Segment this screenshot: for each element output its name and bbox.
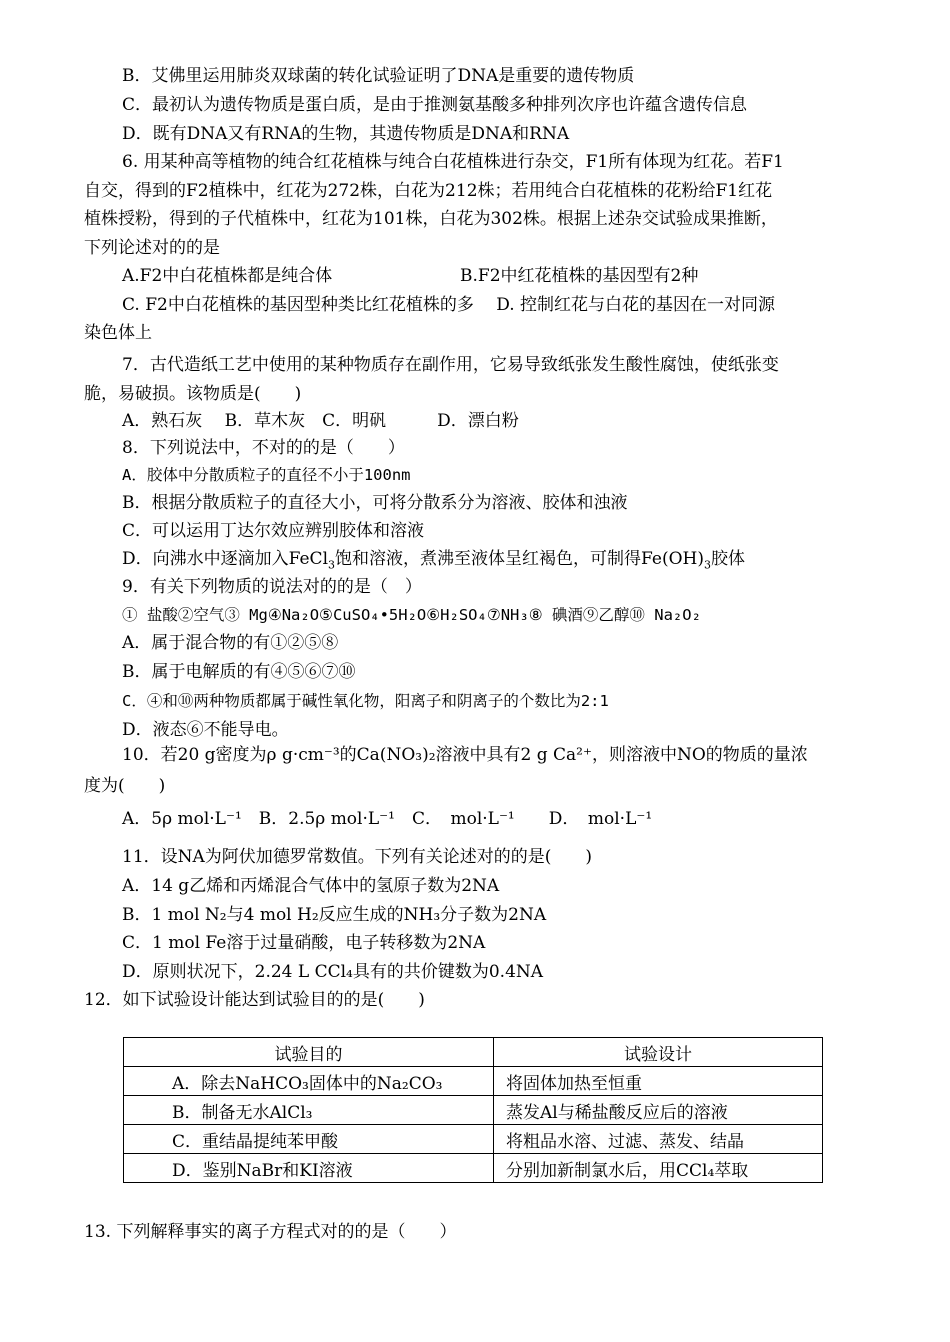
option-d-q6-cont: 染色体上: [84, 323, 152, 343]
table-cell: D．鉴别NaBr和KI溶液: [124, 1154, 494, 1183]
table-cell: 将粗品水溶、过滤、蒸发、结晶: [494, 1125, 823, 1154]
option-b-q5: B．艾佛里运用肺炎双球菌的转化试验证明了DNA是重要的遗传物质: [122, 66, 635, 86]
option-d-q11: D．原则状况下，2.24 L CCl₄具有的共价键数为0.4NA: [122, 962, 544, 982]
option-d-q8-text3: 胶体: [710, 549, 745, 569]
question-12: 12．如下试验设计能达到试验目的的是( ): [84, 990, 425, 1010]
option-c-q5: C．最初认为遗传物质是蛋白质，是由于推测氨基酸多种排列次序也许蕴含遗传信息: [122, 95, 748, 115]
option-c-q8: C．可以运用丁达尔效应辨别胶体和溶液: [122, 521, 425, 541]
question-10-line2: 度为( ): [84, 776, 166, 796]
question-6-line3: 植株授粉，得到的子代植株中，红花为101株，白花为302株。根据上述杂交试验成果推断，: [84, 209, 778, 229]
table-cell: 分别加新制氯水后，用CCl₄萃取: [494, 1154, 823, 1183]
options-q7: A．熟石灰 B．草木灰 C．明矾 D．漂白粉: [122, 411, 519, 431]
option-c-q9: C．④和⑩两种物质都属于碱性氧化物，阳离子和阴离子的个数比为2:1: [122, 692, 609, 710]
table-row: [124, 1154, 823, 1183]
table-cell: 蒸发Al与稀盐酸反应后的溶液: [494, 1096, 823, 1125]
subscript-3: 3: [703, 558, 711, 572]
option-b-q6: B.F2中红花植株的基因型有2种: [460, 266, 699, 286]
option-b-q8: B．根据分散质粒子的直径大小，可将分散系分为溶液、胶体和浊液: [122, 493, 628, 513]
experiment-table: [123, 1037, 823, 1183]
substance-list: ① 盐酸②空气③ Mg④Na₂O⑤CuSO₄•5H₂O⑥H₂SO₄⑦NH₃⑧ 碘酒⑨乙醇⑩ Na₂O₂: [122, 606, 701, 624]
option-a-q9: A．属于混合物的有①②⑤⑧: [122, 633, 339, 653]
option-d-q8-text1: D．向沸水中逐滴加入FeCl: [122, 549, 329, 569]
question-7-line2: 脆，易破损。该物质是( ): [84, 384, 302, 404]
question-7-line1: 7．古代造纸工艺中使用的某种物质存在副作用，它易导致纸张发生酸性腐蚀，使纸张变: [122, 355, 779, 375]
question-9: 9．有关下列物质的说法对的的是（ ）: [122, 577, 422, 597]
table-cell: C．重结晶提纯苯甲酸: [124, 1125, 494, 1154]
question-10-line1: 10．若20 g密度为ρ g·cm⁻³的Ca(NO₃)₂溶液中具有2 g Ca²⁺，则溶液中NO的物质的量浓: [122, 745, 808, 765]
option-a-q8: A．胶体中分散质粒子的直径不小于100nm: [122, 466, 411, 484]
option-d-q9: D．液态⑥不能导电。: [122, 720, 289, 740]
option-b-q9: B．属于电解质的有④⑤⑥⑦⑩: [122, 662, 356, 682]
option-c-q11: C．1 mol Fe溶于过量硝酸，电子转移数为2NA: [122, 933, 486, 953]
table-header-row: [124, 1038, 823, 1067]
table-cell: 将固体加热至恒重: [494, 1067, 823, 1096]
option-d-q5: D．既有DNA又有RNA的生物，其遗传物质是DNA和RNA: [122, 124, 570, 144]
question-13: 13. 下列解释事实的离子方程式对的的是（ ）: [84, 1222, 457, 1242]
options-q10: A．5ρ mol·L⁻¹ B．2.5ρ mol·L⁻¹ C． mol·L⁻¹ D． mol·L⁻¹: [122, 809, 653, 829]
question-8: 8．下列说法中，不对的的是（ ）: [122, 438, 405, 458]
question-11: 11．设NA为阿伏加德罗常数值。下列有关论述对的的是( ): [122, 847, 593, 867]
option-cd-q6: C. F2中白花植株的基因型种类比红花植株的多 D. 控制红花与白花的基因在一对同源: [122, 295, 776, 315]
question-6-line2: 自交，得到的F2植株中，红花为272株，白花为212株；若用纯合白花植株的花粉给F1红花: [84, 181, 773, 201]
table-row: [124, 1096, 823, 1125]
option-a-q11: A．14 g乙烯和丙烯混合气体中的氢原子数为2NA: [122, 876, 500, 896]
table-header-design: 试验设计: [494, 1038, 823, 1067]
table-cell: A．除去NaHCO₃固体中的Na₂CO₃: [124, 1067, 494, 1096]
table-cell: B．制备无水AlCl₃: [124, 1096, 494, 1125]
table-header-purpose: 试验目的: [124, 1038, 494, 1067]
option-d-q8-text2: 饱和溶液，煮沸至液体呈红褐色，可制得Fe(OH): [335, 549, 704, 569]
question-6-line4: 下列论述对的的是: [84, 238, 220, 258]
question-6-line1: 6. 用某种高等植物的纯合红花植株与纯合白花植株进行杂交，F1所有体现为红花。若F1: [122, 152, 784, 172]
table-row: [124, 1067, 823, 1096]
subscript-3: 3: [328, 558, 336, 572]
table-row: [124, 1125, 823, 1154]
option-b-q11: B．1 mol N₂与4 mol H₂反应生成的NH₃分子数为2NA: [122, 905, 547, 925]
option-a-q6: A.F2中白花植株都是纯合体: [122, 266, 333, 286]
